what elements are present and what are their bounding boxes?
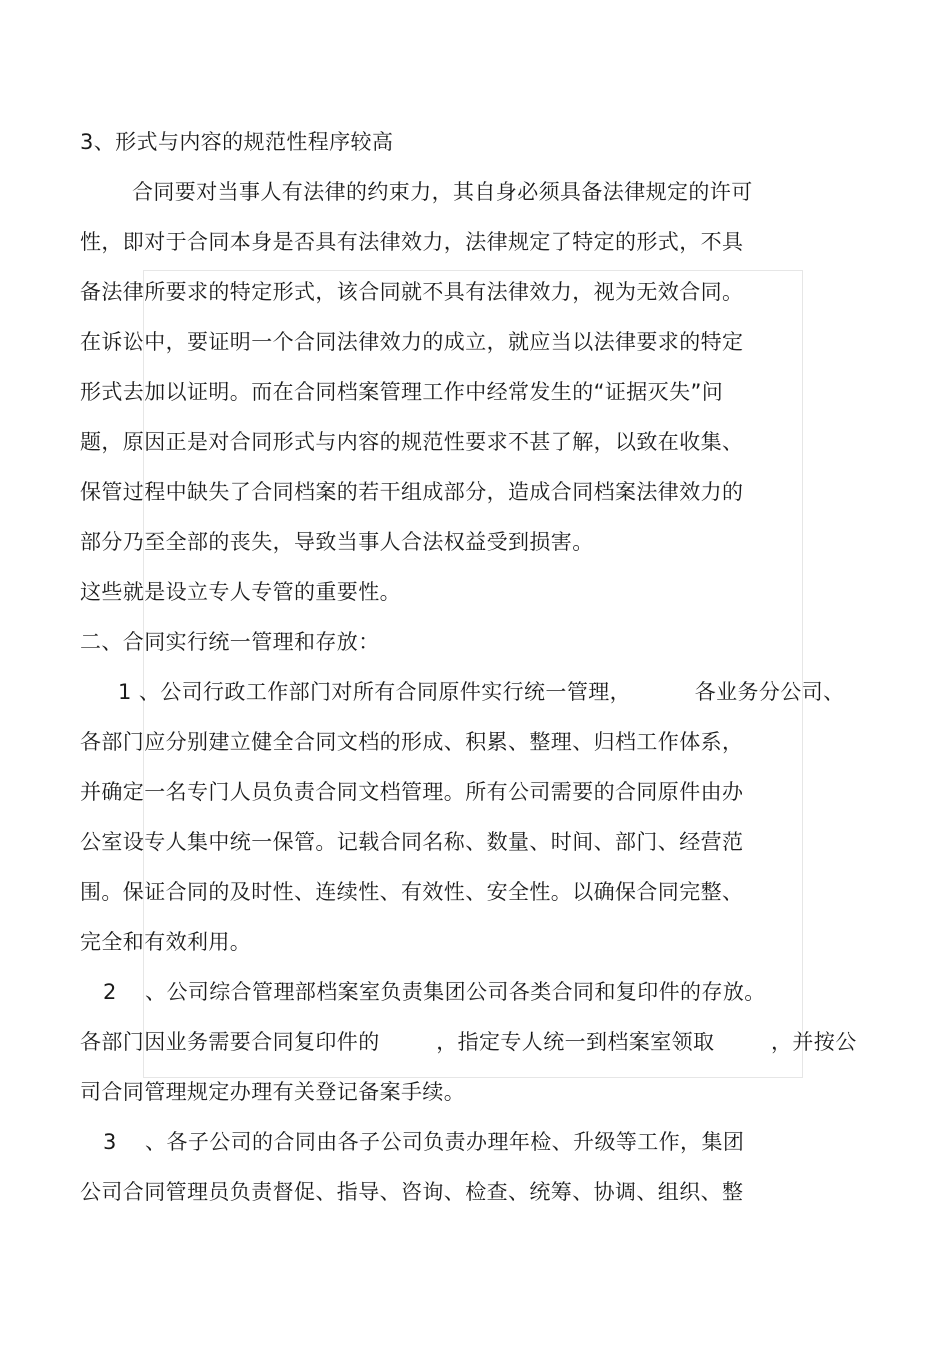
paragraph-line: 司合同管理规定办理有关登记备案手续。 [80,1080,466,1104]
section-heading: 3、形式与内容的规范性程序较高 [80,130,394,154]
paragraph-line: 完全和有效利用。 [80,930,252,954]
paragraph-line: 在诉讼中，要证明一个合同法律效力的成立，就应当以法律要求的特定 [80,330,744,354]
section-heading: 二、合同实行统一管理和存放： [80,630,380,654]
paragraph-line: 2 、公司综合管理部档案室负责集团公司各类合同和复印件的存放。 [103,980,766,1004]
paragraph-line: 合同要对当事人有法律的约束力，其自身必须具备法律规定的许可 [132,180,753,204]
paragraph-line: 各部门应分别建立健全合同文档的形成、积累、整理、归档工作体系， [80,730,744,754]
paragraph-line: 公司合同管理员负责督促、指导、咨询、检查、统筹、协调、组织、整 [80,1180,744,1204]
paragraph-line: 并确定一名专门人员负责合同文档管理。所有公司需要的合同原件由办 [80,780,744,804]
paragraph-line: 性，即对于合同本身是否具有法律效力，法律规定了特定的形式，不具 [80,230,744,254]
paragraph-line: 保管过程中缺失了合同档案的若干组成部分，造成合同档案法律效力的 [80,480,744,504]
paragraph-line: 形式去加以证明。而在合同档案管理工作中经常发生的“证据灭失”问 [80,380,724,404]
paragraph-line: 3 、各子公司的合同由各子公司负责办理年检、升级等工作，集团 [103,1130,745,1154]
paragraph-line: 公室设专人集中统一保管。记载合同名称、数量、时间、部门、经营范 [80,830,744,854]
paragraph-line: 这些就是设立专人专管的重要性。 [80,580,401,604]
paragraph-line: 各部门因业务需要合同复印件的 ，指定专人统一到档案室领取 ，并按公 [80,1030,857,1054]
paragraph-line: 题，原因正是对合同形式与内容的规范性要求不甚了解，以致在收集、 [80,430,744,454]
paragraph-line: 部分乃至全部的丧失，导致当事人合法权益受到损害。 [80,530,594,554]
paragraph-line: 备法律所要求的特定形式，该合同就不具有法律效力，视为无效合同。 [80,280,744,304]
paragraph-line: 1 、公司行政工作部门对所有合同原件实行统一管理， 各业务分公司、 [118,680,845,704]
paragraph-line: 围。保证合同的及时性、连续性、有效性、安全性。以确保合同完整、 [80,880,744,904]
